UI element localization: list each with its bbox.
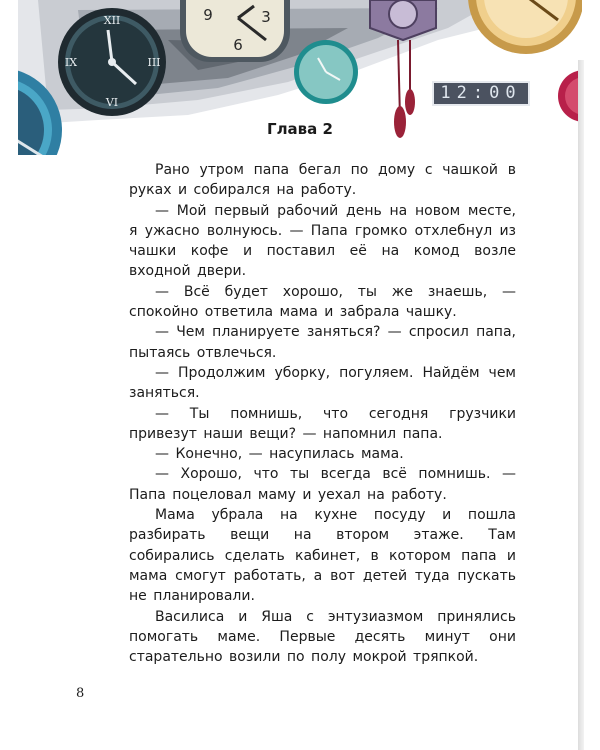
paragraph: — Конечно, — насупилась мама. (155, 446, 404, 463)
svg-text:VI: VI (105, 96, 119, 109)
teal-wall-clock-icon (294, 40, 358, 104)
cuckoo-clock-icon (370, 0, 436, 138)
paragraph: Рано утром папа бегал по дому с чашкой в руках и собирался на работу. (129, 162, 516, 199)
page-binding-edge (578, 60, 584, 750)
paragraph: — Хорошо, что ты всегда всё помнишь. — Папа поцеловал маму и уехал на работу. (129, 466, 516, 503)
svg-text:9: 9 (203, 6, 213, 24)
arabic-wall-clock-icon (180, 0, 290, 62)
svg-text:IX: IX (64, 56, 78, 69)
page-number: 8 (76, 686, 85, 701)
svg-text:6: 6 (233, 36, 243, 54)
roman-wall-clock-icon (58, 8, 166, 116)
paragraph: — Всё будет хорошо, ты же знаешь, — спокойно ответила мама и забрала чашку. (129, 283, 516, 321)
paragraph: — Ты помнишь, что сегодня грузчики привезут наши вещи? — напомнил папа. (129, 405, 516, 442)
paragraph: Василиса и Яша с энтузиазмом принялись помогать маме. Первые десять минут они старательно возили по полу мокрой тряпкой. (129, 608, 516, 666)
book-page (18, 0, 582, 750)
chapter-text (129, 160, 516, 667)
svg-text:3: 3 (261, 8, 271, 26)
paragraph: — Чем планируете заняться? — спросил папа, пытаясь отвлечься. (129, 324, 516, 361)
chapter-title: Глава 2 (267, 120, 333, 138)
digital-clock: 12:00 (432, 81, 530, 106)
paragraph: Мама убрала на кухне посуду и пошла разбирать вещи на втором этаже. Там собирались сделать кабинет, в котором папа и мама смогут работать, а вот детей туда пускать не планировали. (129, 507, 516, 605)
gold-wall-clock-icon (468, 0, 582, 54)
paragraph: — Продолжим уборку, погуляем. Найдём чем заняться. (129, 364, 516, 402)
paragraph: — Мой первый рабочий день на новом месте, я ужасно волнуюсь. — Папа громко отхлебнул из чашки кофе и поставил её на комод возле входной двери. (129, 202, 516, 280)
svg-text:III: III (147, 56, 161, 69)
svg-text:XII: XII (103, 14, 121, 27)
